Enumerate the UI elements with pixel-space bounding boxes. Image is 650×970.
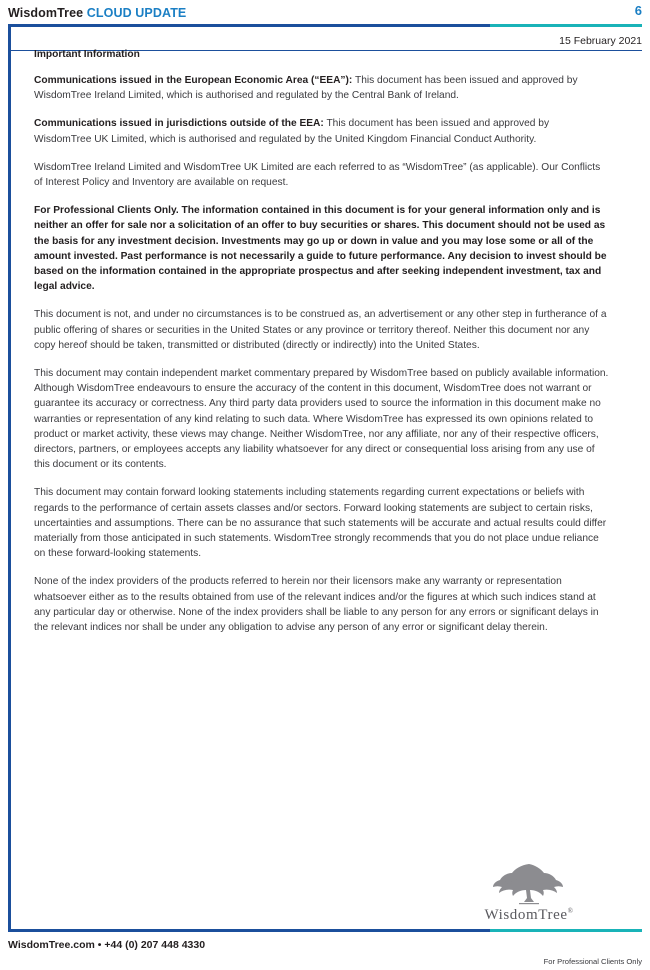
paragraph-1 [34,73,609,103]
paragraph-6: This document may contain independent market commentary prepared by WisdomTree based on publicly available information. Although WisdomTree endeavours to ensure the accuracy of the content in this document, WisdomTree does not warrant or guarantee its accuracy or correctness. Any third party data providers used to source the information in this document make no warranties or representation of any kind relating to such data. Where WisdomTree has expressed its own opinions related to product or market activity, these views may change. Neither WisdomTree, nor any affiliate, nor any of their respective officers, directors, partners, or employees accepts any liability whatsoever for any direct or consequential loss arising from any use of this document or its contents. [34,368,609,471]
logo-registered-mark: ® [567,907,574,915]
paragraph-2 [34,116,609,146]
footer-disclaimer: For Professional Clients Only [543,957,642,966]
paragraph-7: This document may contain forward looking statements including statements regarding current expectations or beliefs with regards to the performance of certain assets classes and/or sectors. Forward looking statements are subject to certain risks, uncertainties and assumptions. There can be no assurance that such statements will be accurate and actual results could differ materially from those anticipated in such statements. WisdomTree strongly recommends that you do not place undue reliance on these forward-looking statements. [34,487,607,560]
header-divider [8,24,642,27]
wisdomtree-logo [454,860,604,924]
tree-icon [483,860,575,906]
paragraph-1-lead: Communications issued in the European Economic Area (“EEA”): [34,75,353,86]
date-row [282,31,642,50]
logo-wordmark [454,907,604,924]
paragraph-2-text: This document has been issued and approved by WisdomTree UK Limited, which is authorised and regulated by the United Kingdom Financial Conduct Authority. [34,118,550,145]
section-title: Important Information [34,49,140,60]
paragraph-8: None of the index providers of the products referred to herein nor their licensors make any warranty or representation whatsoever either as to the results obtained from use of the relevant indices and/or the figures at which such indices stand at any particular day or otherwise. None of the index providers shall be liable to any person for any errors or significant delays in the relevant indices nor shall be under any obligation to advise any person of any error or significant delay therein. [34,576,599,634]
paragraph-5: This document is not, and under no circumstances is to be construed as, an advertisement or any other step in furtherance of a public offering of shares or securities in the United States or any province or territory thereof. Neither this document nor any copy hereof should be taken, transmitted or distributed (directly or indirectly) into the United States. [34,309,607,351]
left-accent-bar [8,24,11,932]
brand-title [8,6,186,20]
brand-title-primary: WisdomTree [8,6,84,20]
paragraph-3: WisdomTree Ireland Limited and WisdomTree UK Limited are each referred to as “WisdomTree” (as applicable). Our Conflicts of Interest Policy and Inventory are available on request. [34,161,601,189]
footer-divider [8,929,642,932]
footer-contact: WisdomTree.com • +44 (0) 207 448 4330 [8,939,206,951]
logo-wordmark-text: WisdomTree [484,907,568,923]
paragraph-1-text: This document has been issued and approved by WisdomTree Ireland Limited, which is authorised and regulated by the Central Bank of Ireland. [34,75,578,102]
brand-title-secondary: CLOUD UPDATE [86,6,187,20]
paragraph-2-lead: Communications issued in jurisdictions outside of the EEA: [34,118,324,130]
document-date: 15 February 2021 [559,35,642,47]
document-body [34,49,609,648]
page-header [0,0,650,30]
page-number: 6 [634,3,642,18]
paragraph-4: For Professional Clients Only. The information contained in this document is for your general information only and is neither an offer for sale nor a solicitation of an offer to buy securities or shares. This document should not be used as the basis for any investment decision. Investments may go up or down in value and you may lose some or all of the amount invested. Past performance is not necessarily a guide to future performance. Any decision to invest should be based on the information contained in the appropriate prospectus and after seeking independent investment, tax and legal advice. [34,205,607,293]
